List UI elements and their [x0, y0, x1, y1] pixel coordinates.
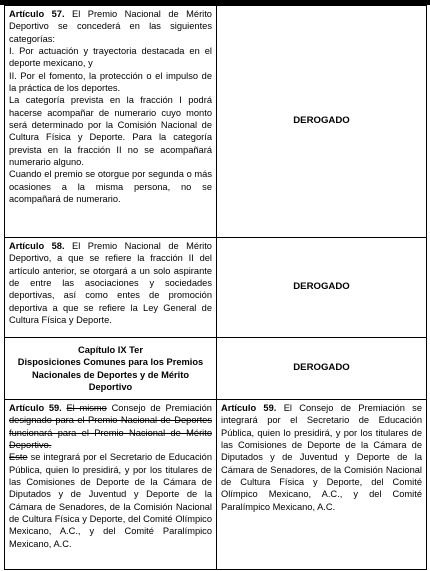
article-59-text-3: se integrará por el Secretario de Educación Pública, quien lo presidirá, y por los titulares de las Comisiones de Deporte de la Cámara de Diputados y de Juventud y Deporte de la Cámara de Senadores, de la Comisión Nacional de Cultura Física y Deporte, del Comité Olímpico Mexicano, A.C., y del Comité Paralímpico Mexicano, A.C.	[9, 452, 212, 549]
article-59-struck-text-2: designado para el Premio Nacional de Deportes funcionará para el Premio Nacional de Mérito Deportivo.	[9, 415, 212, 451]
chapter-label: Capítulo IX Ter	[78, 344, 143, 355]
article-57-fraction-1: I. Por actuación y trayectoria destacada en el deporte mexicano, y	[9, 46, 212, 69]
article-57-cell	[5, 6, 217, 238]
article-57-text: El Premio Nacional de Mérito Deportivo se concederá en las siguientes categorías:	[9, 9, 212, 44]
article-59-text-1: Consejo de Premiación	[111, 403, 212, 413]
article-59-struck-text-1: El mismo	[66, 403, 107, 413]
article-57-paragraph-4: Cuando el premio se otorgue por segunda o más ocasiones a la misma persona, no se acompañará de numerario.	[9, 169, 212, 205]
article-58-heading: Artículo 58.	[9, 241, 65, 251]
article-59-reform-text: El Consejo de Premiación se integrará por el Secretario de Educación Pública, quien lo presidirá, y por los titulares de las Comisiones de Deporte de la Cámara de Diputados y de Juventud y Deporte de la Cámara de Senadores, de la Comisión Nacional de Cultura Física y Deporte, del Comité Olímpico Mexicano, A.C., y del Comité Paralímpico Mexicano, A.C.	[221, 403, 423, 512]
table-row-article-58	[5, 238, 427, 338]
article-59-struck-text-3: Este	[9, 452, 28, 463]
article-58-paragraph	[9, 240, 212, 326]
article-58-text: El Premio Nacional de Mérito Deportivo, a que se refiere la fracción II del artículo anterior, se otorgará a un solo aspirante de entre las asociaciones y sociedades deportivas, así como entes de promoción deportiva a que se refiere la Ley General de Cultura Física y Deporte.	[9, 241, 212, 326]
chapter-ix-ter-cell	[5, 338, 217, 400]
chapter-ix-ter-status: DEROGADO	[217, 338, 427, 400]
article-59-reform-cell	[217, 400, 427, 570]
article-59-reform-paragraph	[221, 402, 422, 513]
table-row-article-59	[5, 400, 427, 570]
article-58-status: DEROGADO	[217, 238, 427, 338]
chapter-title: Disposiciones Comunes para los Premios Nacionales de Deportes y de Mérito Deportivo	[17, 357, 204, 392]
article-57-paragraph-3: La categoría prevista en la fracción I podrá hacerse acompañar de numerario cuyo monto será determinado por la Comisión Nacional de Cultura Física y Deporte. Para la categoría prevista en la fracción II no se acompañará numerario alguno.	[9, 95, 212, 168]
comparison-table	[4, 5, 427, 570]
table-row-chapter-ix-ter	[5, 338, 427, 400]
article-59-current-heading: Artículo 59.	[9, 403, 62, 413]
table-row-article-57	[5, 6, 427, 238]
article-57-intro	[9, 8, 212, 45]
article-59-current-cell	[5, 400, 217, 570]
article-57-fraction-2: II. Por el fomento, la protección o el impulso de la práctica de los deportes.	[9, 70, 212, 94]
article-57-heading: Artículo 57.	[9, 9, 65, 19]
article-58-cell	[5, 238, 217, 338]
article-59-current-paragraph-2	[9, 451, 212, 550]
article-59-reform-heading: Artículo 59.	[221, 403, 277, 413]
article-59-current-paragraph-1	[9, 402, 212, 451]
article-57-status: DEROGADO	[217, 6, 427, 238]
